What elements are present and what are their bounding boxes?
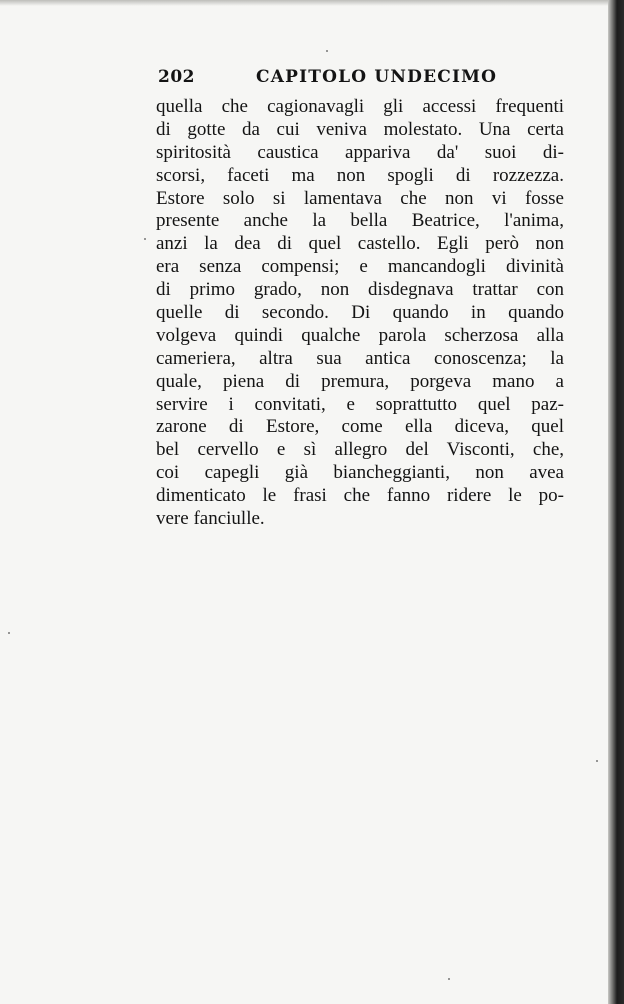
page-number: 202 — [158, 67, 195, 87]
page-top-edge — [0, 0, 624, 6]
text-line: spiritosità caustica appariva da' suoi di- — [156, 141, 564, 163]
text-line: bel cervello e sì allegro del Visconti, che, — [156, 439, 564, 461]
text-line: era senza compensi; e mancandogli divinità — [156, 256, 564, 278]
text-line: di primo grado, non disdegnava trattar con — [156, 279, 564, 301]
text-line: presente anche la bella Beatrice, l'anima, — [156, 210, 564, 232]
text-line: di gotte da cui veniva molestato. Una certa — [156, 118, 564, 140]
paper-speck — [326, 50, 328, 52]
text-line: cameriera, altra sua antica conoscenza; la — [156, 347, 564, 369]
text-line: servire i convitati, e soprattutto quel paz- — [156, 393, 564, 415]
binding-gutter — [608, 0, 624, 1004]
text-line: anzi la dea di quel castello. Egli però non — [156, 233, 564, 255]
paper-speck — [144, 238, 146, 240]
text-line: quelle di secondo. Di quando in quando — [156, 302, 564, 324]
text-line: coi capegli già biancheggianti, non avea — [156, 462, 564, 484]
body-text — [156, 96, 564, 531]
text-line: quella che cagionavagli gli accessi frequenti — [156, 96, 564, 117]
text-line: scorsi, faceti ma non spogli di rozzezza. — [156, 164, 564, 186]
text-line: quale, piena di premura, porgeva mano a — [156, 370, 564, 392]
paper-speck — [448, 978, 450, 980]
text-line: volgeva quindi qualche parola scherzosa alla — [156, 324, 564, 346]
paper-speck — [596, 760, 598, 762]
paper-speck — [8, 632, 10, 634]
text-line: Estore solo si lamentava che non vi fosse — [156, 187, 564, 209]
text-line: vere fanciulle. — [156, 508, 265, 530]
running-head: CAPITOLO UNDECIMO — [256, 67, 498, 87]
text-line: zarone di Estore, come ella diceva, quel — [156, 416, 564, 438]
page-header — [158, 67, 558, 95]
text-line: dimenticato le frasi che fanno ridere le po- — [156, 485, 564, 507]
